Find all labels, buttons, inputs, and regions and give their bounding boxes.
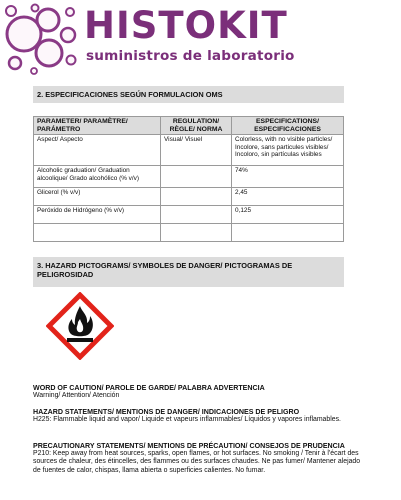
specifications-table (33, 116, 344, 242)
precaution-heading: PRECAUTIONARY STATEMENTS/ MENTIONS DE PRÉCAUTION/ CONSEJOS DE PRUDENCIA (33, 442, 345, 450)
cell-specification: 2,45 (232, 188, 344, 206)
brand-name: HISTOKIT (84, 4, 288, 47)
hazard-statements-block (33, 408, 368, 424)
cell-parameter (34, 224, 161, 242)
cell-specification (232, 224, 344, 242)
cell-parameter: Aspect/ Aspecto (34, 135, 161, 166)
section-2-heading: 2. ESPECIFICACIONES SEGÚN FORMULACION OMS (33, 86, 344, 103)
cell-parameter: Alcoholic graduation/ Graduation alcoolique/ Grado alcohólico (% v/v) (34, 166, 161, 188)
caution-text: Warning/ Attention/ Atención (33, 392, 120, 400)
table-row (34, 166, 344, 188)
cell-parameter: Peróxido de Hidrógeno (% v/v) (34, 206, 161, 224)
brand-header (0, 0, 401, 78)
column-header-parameter: PARAMETER/ PARAMÈTRE/ PARÁMETRO (34, 117, 161, 135)
hazard-text: H225: Flammable liquid and vapor/ Liquide et vapeurs inflammables/ Líquidos y vapores inflamables. (33, 416, 341, 424)
table-row (34, 135, 344, 166)
cell-specification: 0,125 (232, 206, 344, 224)
cell-regulation (161, 188, 232, 206)
flame-ghs02-icon (46, 292, 114, 360)
cell-regulation (161, 206, 232, 224)
cell-specification: Colorless, with no visible particles/ Incolore, sans particules visibles/ Incoloro, sin partículas visibles (232, 135, 344, 166)
table-row (34, 224, 344, 242)
caution-heading: WORD OF CAUTION/ PAROLE DE GARDE/ PALABRA ADVERTENCIA (33, 384, 265, 392)
cell-regulation: Visual/ Visuel (161, 135, 232, 166)
precaution-text: P210: Keep away from heat sources, sparks, open flames, or hot surfaces. No smoking / Tenir à l'écart des sources de chaleur, des étincelles, des flammes ou des surfaces chaudes. Ne pas fumer/ Mantener alejado de fuentes de calor, chispas, llama abierta o superficies calientes. No fumar. (33, 450, 361, 474)
cell-regulation (161, 224, 232, 242)
table-row (34, 188, 344, 206)
column-header-regulation: REGULATION/ RÈGLE/ NORMA (161, 117, 232, 135)
word-of-caution-block (33, 384, 368, 400)
table-header-row (34, 117, 344, 135)
brand-tagline: suministros de laboratorio (86, 48, 295, 64)
cell-specification: 74% (232, 166, 344, 188)
section-3-heading: 3. HAZARD PICTOGRAMS/ SYMBOLES DE DANGER/ PICTOGRAMAS DE PELIGROSIDAD (33, 257, 344, 287)
hazard-heading: HAZARD STATEMENTS/ MENTIONS DE DANGER/ INDICACIONES DE PELIGRO (33, 408, 300, 416)
cell-parameter: Glicerol (% v/v) (34, 188, 161, 206)
bubbles-logo-icon (2, 2, 82, 76)
precautionary-statements-block (33, 442, 368, 475)
table-row (34, 206, 344, 224)
cell-regulation (161, 166, 232, 188)
column-header-specifications: ESPECIFICATIONS/ ESPECIFICACIONES (232, 117, 344, 135)
